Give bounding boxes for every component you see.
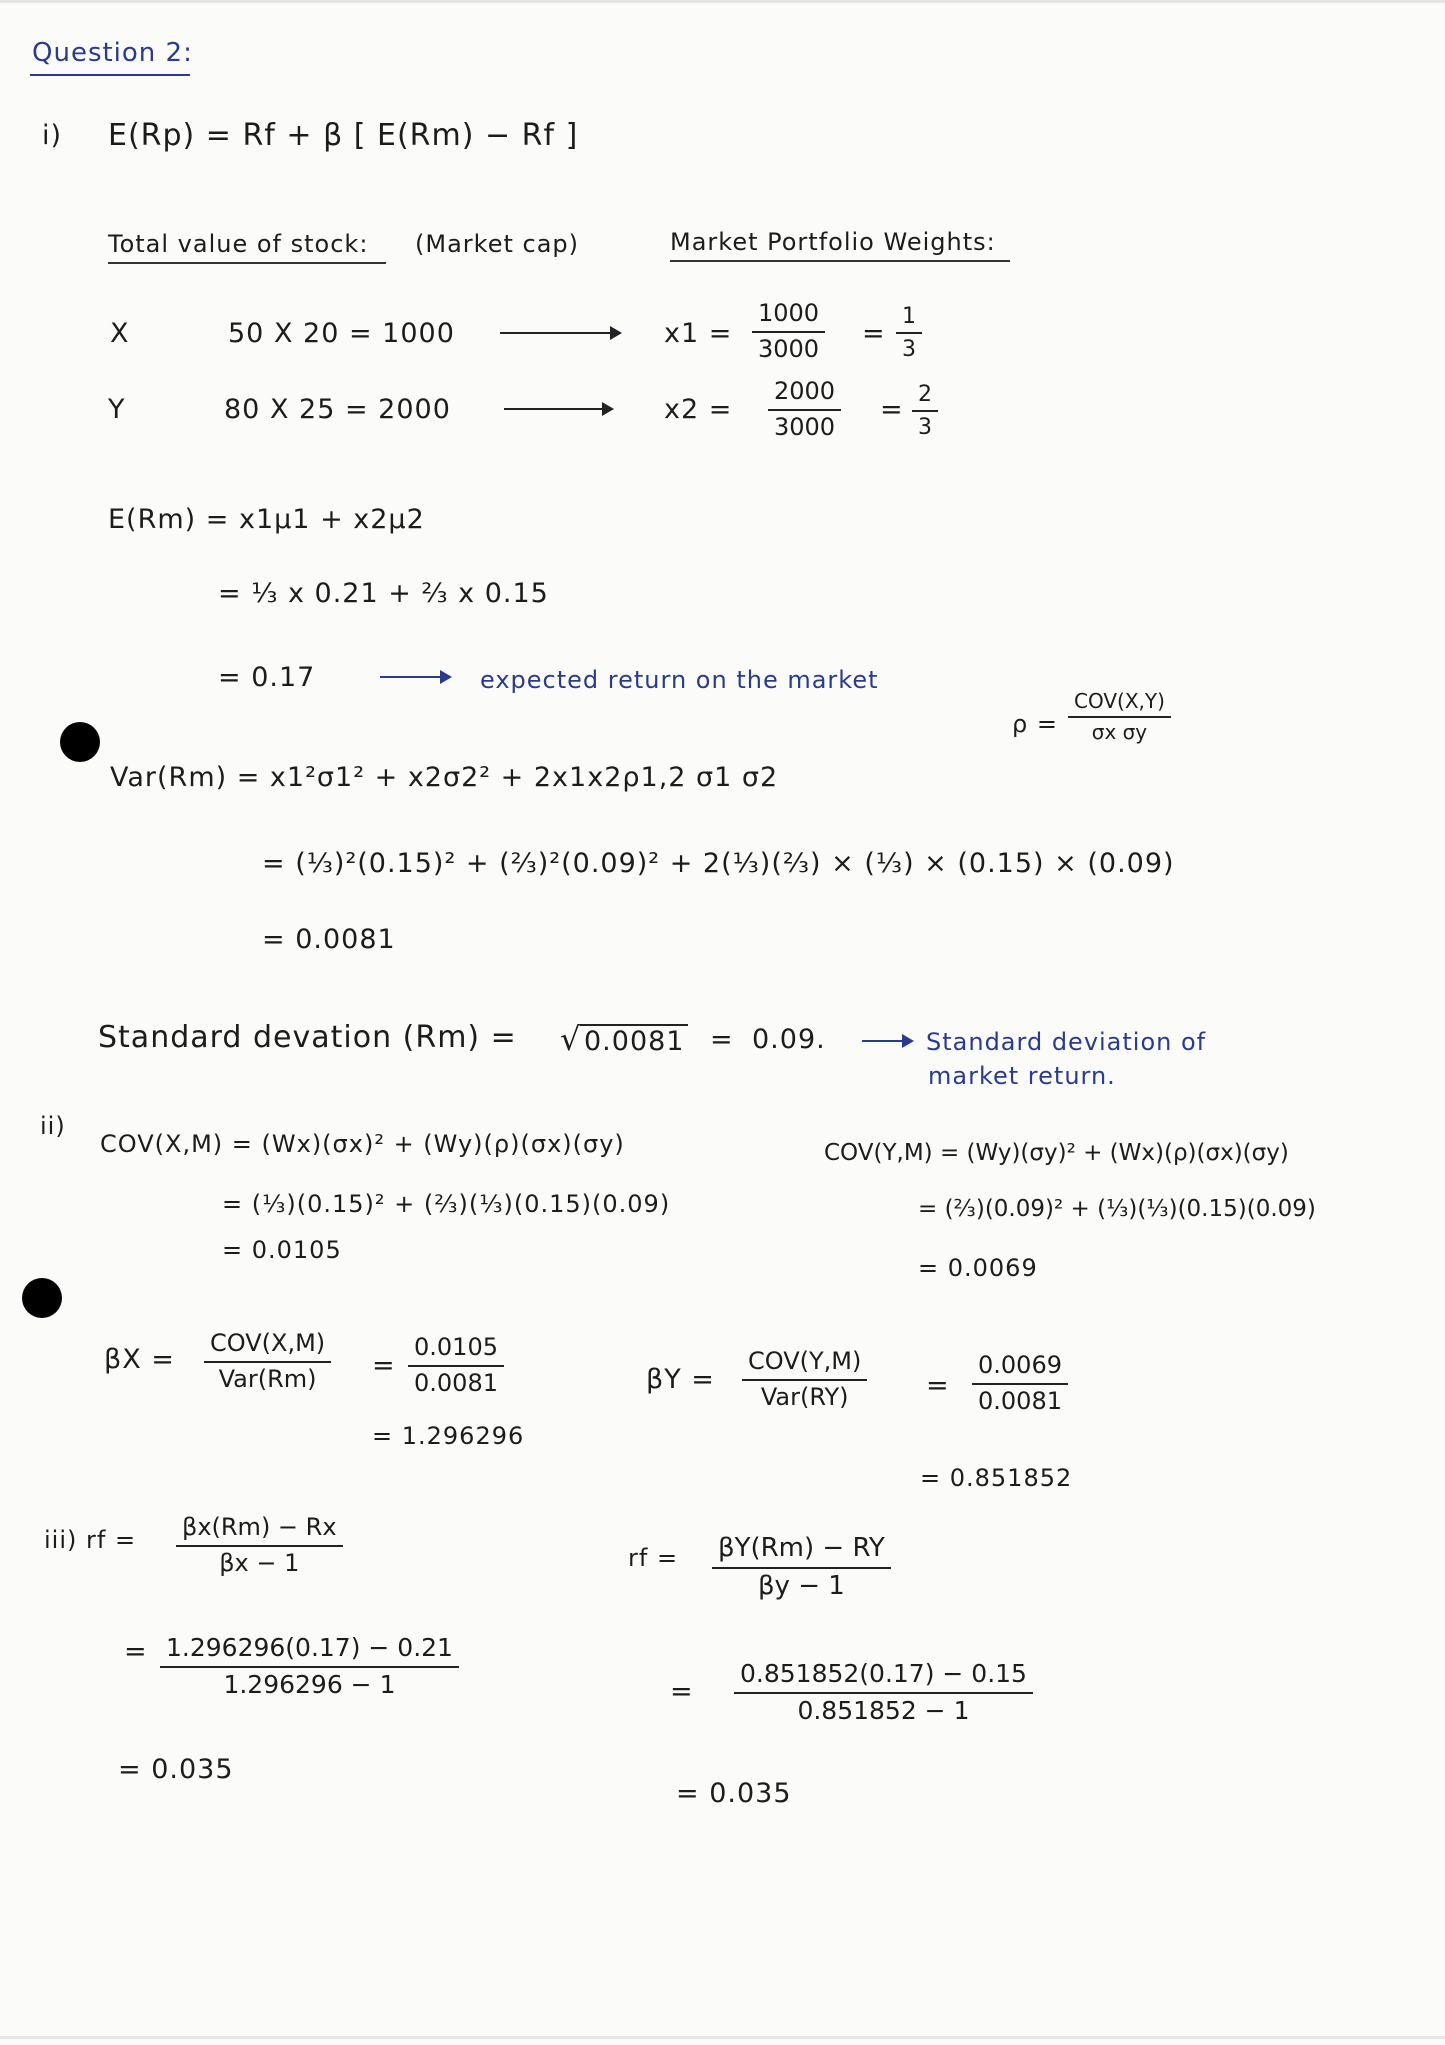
erm-note: expected return on the market [480, 666, 879, 694]
x-arrow [500, 332, 620, 334]
bx-lhs: βX = [104, 1344, 175, 1375]
var-line2: = (⅓)²(0.15)² + (⅔)²(0.09)² + 2(⅓)(⅔) × (⅓) × (0.15) × (0.09) [262, 848, 1175, 879]
x-weight-eq: = [862, 318, 886, 349]
rfy-value-fraction [734, 1660, 1033, 1726]
rfx-den: βx − 1 [219, 1548, 300, 1577]
by-value-fraction [972, 1352, 1068, 1415]
rho-num: COV(X,Y) [1068, 690, 1171, 718]
rfy-fraction [712, 1534, 891, 1602]
covx-line2: = (⅓)(0.15)² + (⅔)(⅓)(0.15)(0.09) [222, 1190, 671, 1218]
covx-line1: COV(X,M) = (Wx)(σx)² + (Wy)(ρ)(σx)(σy) [100, 1130, 625, 1158]
capm-formula: E(Rp) = Rf + β [ E(Rm) − Rf ] [108, 118, 579, 153]
market-cap-note: (Market cap) [415, 230, 579, 258]
sd-arrow [862, 1040, 912, 1042]
x-calc: 50 X 20 = 1000 [228, 318, 455, 349]
y-weight-eq: = [880, 394, 904, 425]
section-ii-label: ii) [40, 1112, 66, 1140]
sd-result: 0.09. [752, 1024, 826, 1055]
var-line3: = 0.0081 [262, 924, 396, 955]
rfx-eq: = [124, 1636, 148, 1667]
by-num: COV(Y,M) [742, 1348, 867, 1381]
paper-top-edge [0, 0, 1445, 3]
rfx-result: = 0.035 [118, 1754, 234, 1785]
y-calc: 80 X 25 = 2000 [224, 394, 451, 425]
by-den: Var(RY) [760, 1382, 849, 1411]
section-iii-label: iii) rf = [44, 1526, 137, 1554]
sd-eq: = [710, 1024, 734, 1055]
erm-arrow [380, 676, 450, 678]
y-label: Y [108, 394, 126, 425]
sd-sqrt: √ 0.0081 [580, 1024, 688, 1057]
bx-num: COV(X,M) [204, 1330, 331, 1363]
y-weight-num: 2000 [768, 378, 841, 411]
y-weight-result [912, 382, 938, 441]
erm-line1: E(Rm) = x1μ1 + x2μ2 [108, 504, 425, 535]
bx-num2: 0.0105 [408, 1334, 504, 1367]
weights-underline [670, 260, 1010, 262]
rfx-num2: 1.296296(0.17) − 0.21 [160, 1634, 459, 1668]
y-weight-den: 3000 [774, 412, 836, 441]
var-line1: Var(Rm) = x1²σ1² + x2σ2² + 2x1x2ρ1,2 σ1 σ2 [110, 762, 779, 793]
y-arrow [504, 408, 612, 410]
y-weight-result-num: 2 [912, 382, 938, 412]
paper-bottom-edge [0, 2036, 1445, 2039]
bullet-dot-2 [22, 1278, 62, 1318]
x-weight-fraction [752, 300, 825, 363]
x-weight-den: 3000 [758, 334, 820, 363]
by-fraction [742, 1348, 867, 1411]
rfx-value-fraction [160, 1634, 459, 1700]
bx-den: Var(Rm) [218, 1364, 317, 1393]
sd-note-line1: Standard deviation of [926, 1028, 1207, 1056]
bx-fraction [204, 1330, 331, 1393]
y-weight-result-den: 3 [918, 415, 932, 441]
y-weight-var: x2 = [664, 394, 733, 425]
bx-result: = 1.296296 [372, 1422, 525, 1450]
x-weight-result-den: 3 [902, 337, 916, 363]
y-weight-fraction [768, 378, 841, 441]
total-value-heading: Total value of stock: [108, 230, 369, 258]
by-num2: 0.0069 [972, 1352, 1068, 1385]
title-underline [30, 74, 190, 76]
x-label: X [110, 318, 130, 349]
rfy-eq: = [670, 1676, 694, 1707]
bullet-dot-1 [60, 722, 100, 762]
rfy-num: βY(Rm) − RY [712, 1534, 891, 1569]
by-result: = 0.851852 [920, 1464, 1073, 1492]
rfx-fraction [176, 1514, 343, 1577]
covy-line2: = (⅔)(0.09)² + (⅓)(⅓)(0.15)(0.09) [918, 1196, 1316, 1222]
sd-text: Standard devation (Rm) = [98, 1020, 517, 1055]
rho-fraction [1068, 690, 1171, 744]
erm-line3: = 0.17 [218, 662, 316, 693]
x-weight-var: x1 = [664, 318, 733, 349]
sd-note-line2: market return. [928, 1062, 1116, 1090]
by-lhs: βY = [646, 1364, 715, 1395]
rfx-num: βx(Rm) − Rx [176, 1514, 343, 1547]
rho-lhs: ρ = [1012, 710, 1058, 738]
rfy-result: = 0.035 [676, 1778, 792, 1809]
bx-eq: = [372, 1350, 396, 1381]
rfy-num2: 0.851852(0.17) − 0.15 [734, 1660, 1033, 1694]
x-weight-result-num: 1 [896, 304, 922, 334]
rho-den: σx σy [1091, 720, 1148, 744]
rfy-den: βy − 1 [757, 1570, 845, 1601]
weights-heading: Market Portfolio Weights: [670, 228, 996, 256]
bx-den2: 0.0081 [414, 1368, 498, 1397]
erm-line2: = ⅓ x 0.21 + ⅔ x 0.15 [218, 578, 549, 609]
covy-line3: = 0.0069 [918, 1254, 1038, 1282]
question-title: Question 2: [32, 38, 193, 68]
rfx-den2: 1.296296 − 1 [223, 1669, 396, 1699]
bx-value-fraction [408, 1334, 504, 1397]
rfy-lhs: rf = [628, 1544, 679, 1572]
x-weight-num: 1000 [752, 300, 825, 333]
by-eq: = [926, 1370, 950, 1401]
by-den2: 0.0081 [978, 1386, 1062, 1415]
x-weight-result [896, 304, 922, 363]
rfy-den2: 0.851852 − 1 [797, 1695, 970, 1725]
covy-line1: COV(Y,M) = (Wy)(σy)² + (Wx)(ρ)(σx)(σy) [824, 1140, 1289, 1166]
section-i-label: i) [42, 120, 63, 151]
total-value-underline [108, 262, 386, 264]
covx-line3: = 0.0105 [222, 1236, 342, 1264]
